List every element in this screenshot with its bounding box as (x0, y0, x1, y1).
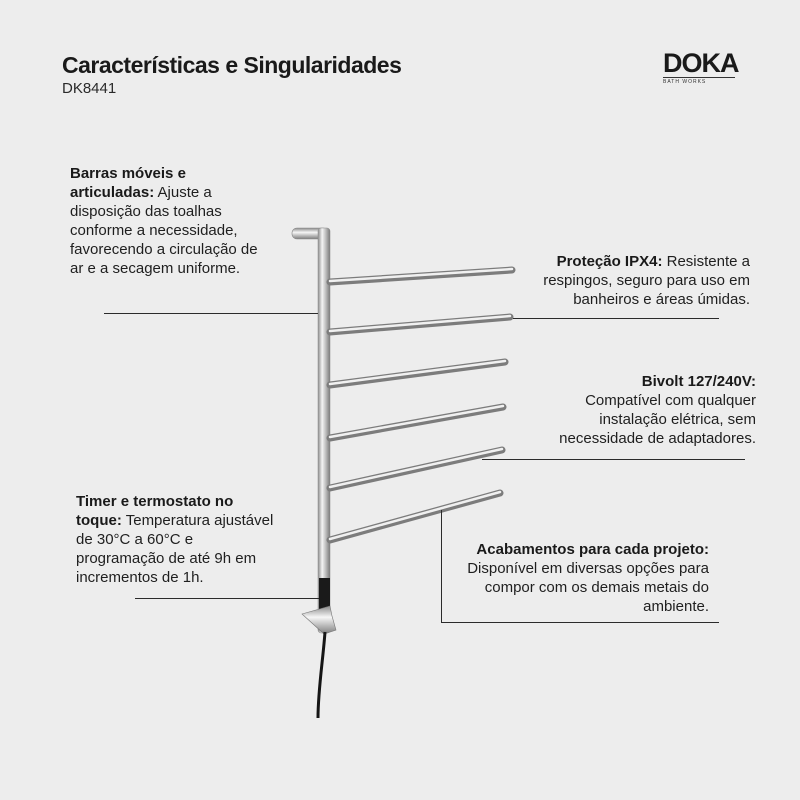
feature-timer (76, 492, 276, 587)
arm-3 (330, 361, 505, 385)
callout-line-barras (104, 313, 318, 314)
arm-5 (330, 449, 502, 488)
bottom-bracket (302, 606, 336, 634)
feature-barras-heading: Barras móveis e articuladas: (70, 165, 186, 201)
feature-bivolt-body: Compatível com qualquer instalação elétrica, sem necessidade de adaptadores. (559, 392, 756, 447)
feature-barras-body: Ajuste a disposição das toalhas conforme a necessidade, favorecendo a circulação de ar e a secagem uniforme. (70, 184, 258, 277)
model-code: DK8441 (62, 80, 117, 97)
brand-tagline: BATH WORKS (663, 77, 735, 85)
feature-bivolt-heading: Bivolt 127/240V: (641, 373, 756, 390)
callout-vline-acabamentos (441, 510, 442, 623)
feature-barras (70, 164, 265, 278)
feature-protecao (518, 252, 750, 309)
feature-acabamentos-heading: Acabamentos para cada projeto: (476, 541, 709, 558)
callout-line-bivolt (482, 459, 745, 460)
feature-bivolt (528, 372, 756, 448)
brand-name: DOKA (663, 48, 739, 78)
power-cable (318, 632, 325, 718)
page-title: Características e Singularidades (62, 52, 402, 78)
feature-timer-heading: Timer e termostato no toque: (76, 493, 234, 529)
arm-6 (330, 492, 500, 540)
callout-line-timer (135, 598, 319, 599)
feature-acabamentos (455, 540, 709, 616)
feature-timer-body: Temperatura ajustável de 30°C a 60°C e programação de até 9h em incrementos de 1h. (76, 512, 274, 586)
vertical-bar (318, 228, 330, 633)
feature-acabamentos-body: Disponível em diversas opções para compor com os demais metais do ambiente. (467, 560, 709, 615)
arm-1 (330, 269, 512, 282)
feature-protecao-body: Resistente a respingos, seguro para uso em banheiros e áreas úmidas. (543, 253, 750, 308)
towel-arms (330, 269, 512, 540)
feature-protecao-heading: Proteção IPX4: (556, 253, 663, 270)
callout-line-acabamentos (441, 622, 719, 623)
callout-line-protecao (513, 318, 719, 319)
arm-4 (330, 406, 503, 438)
arm-2 (330, 316, 510, 332)
